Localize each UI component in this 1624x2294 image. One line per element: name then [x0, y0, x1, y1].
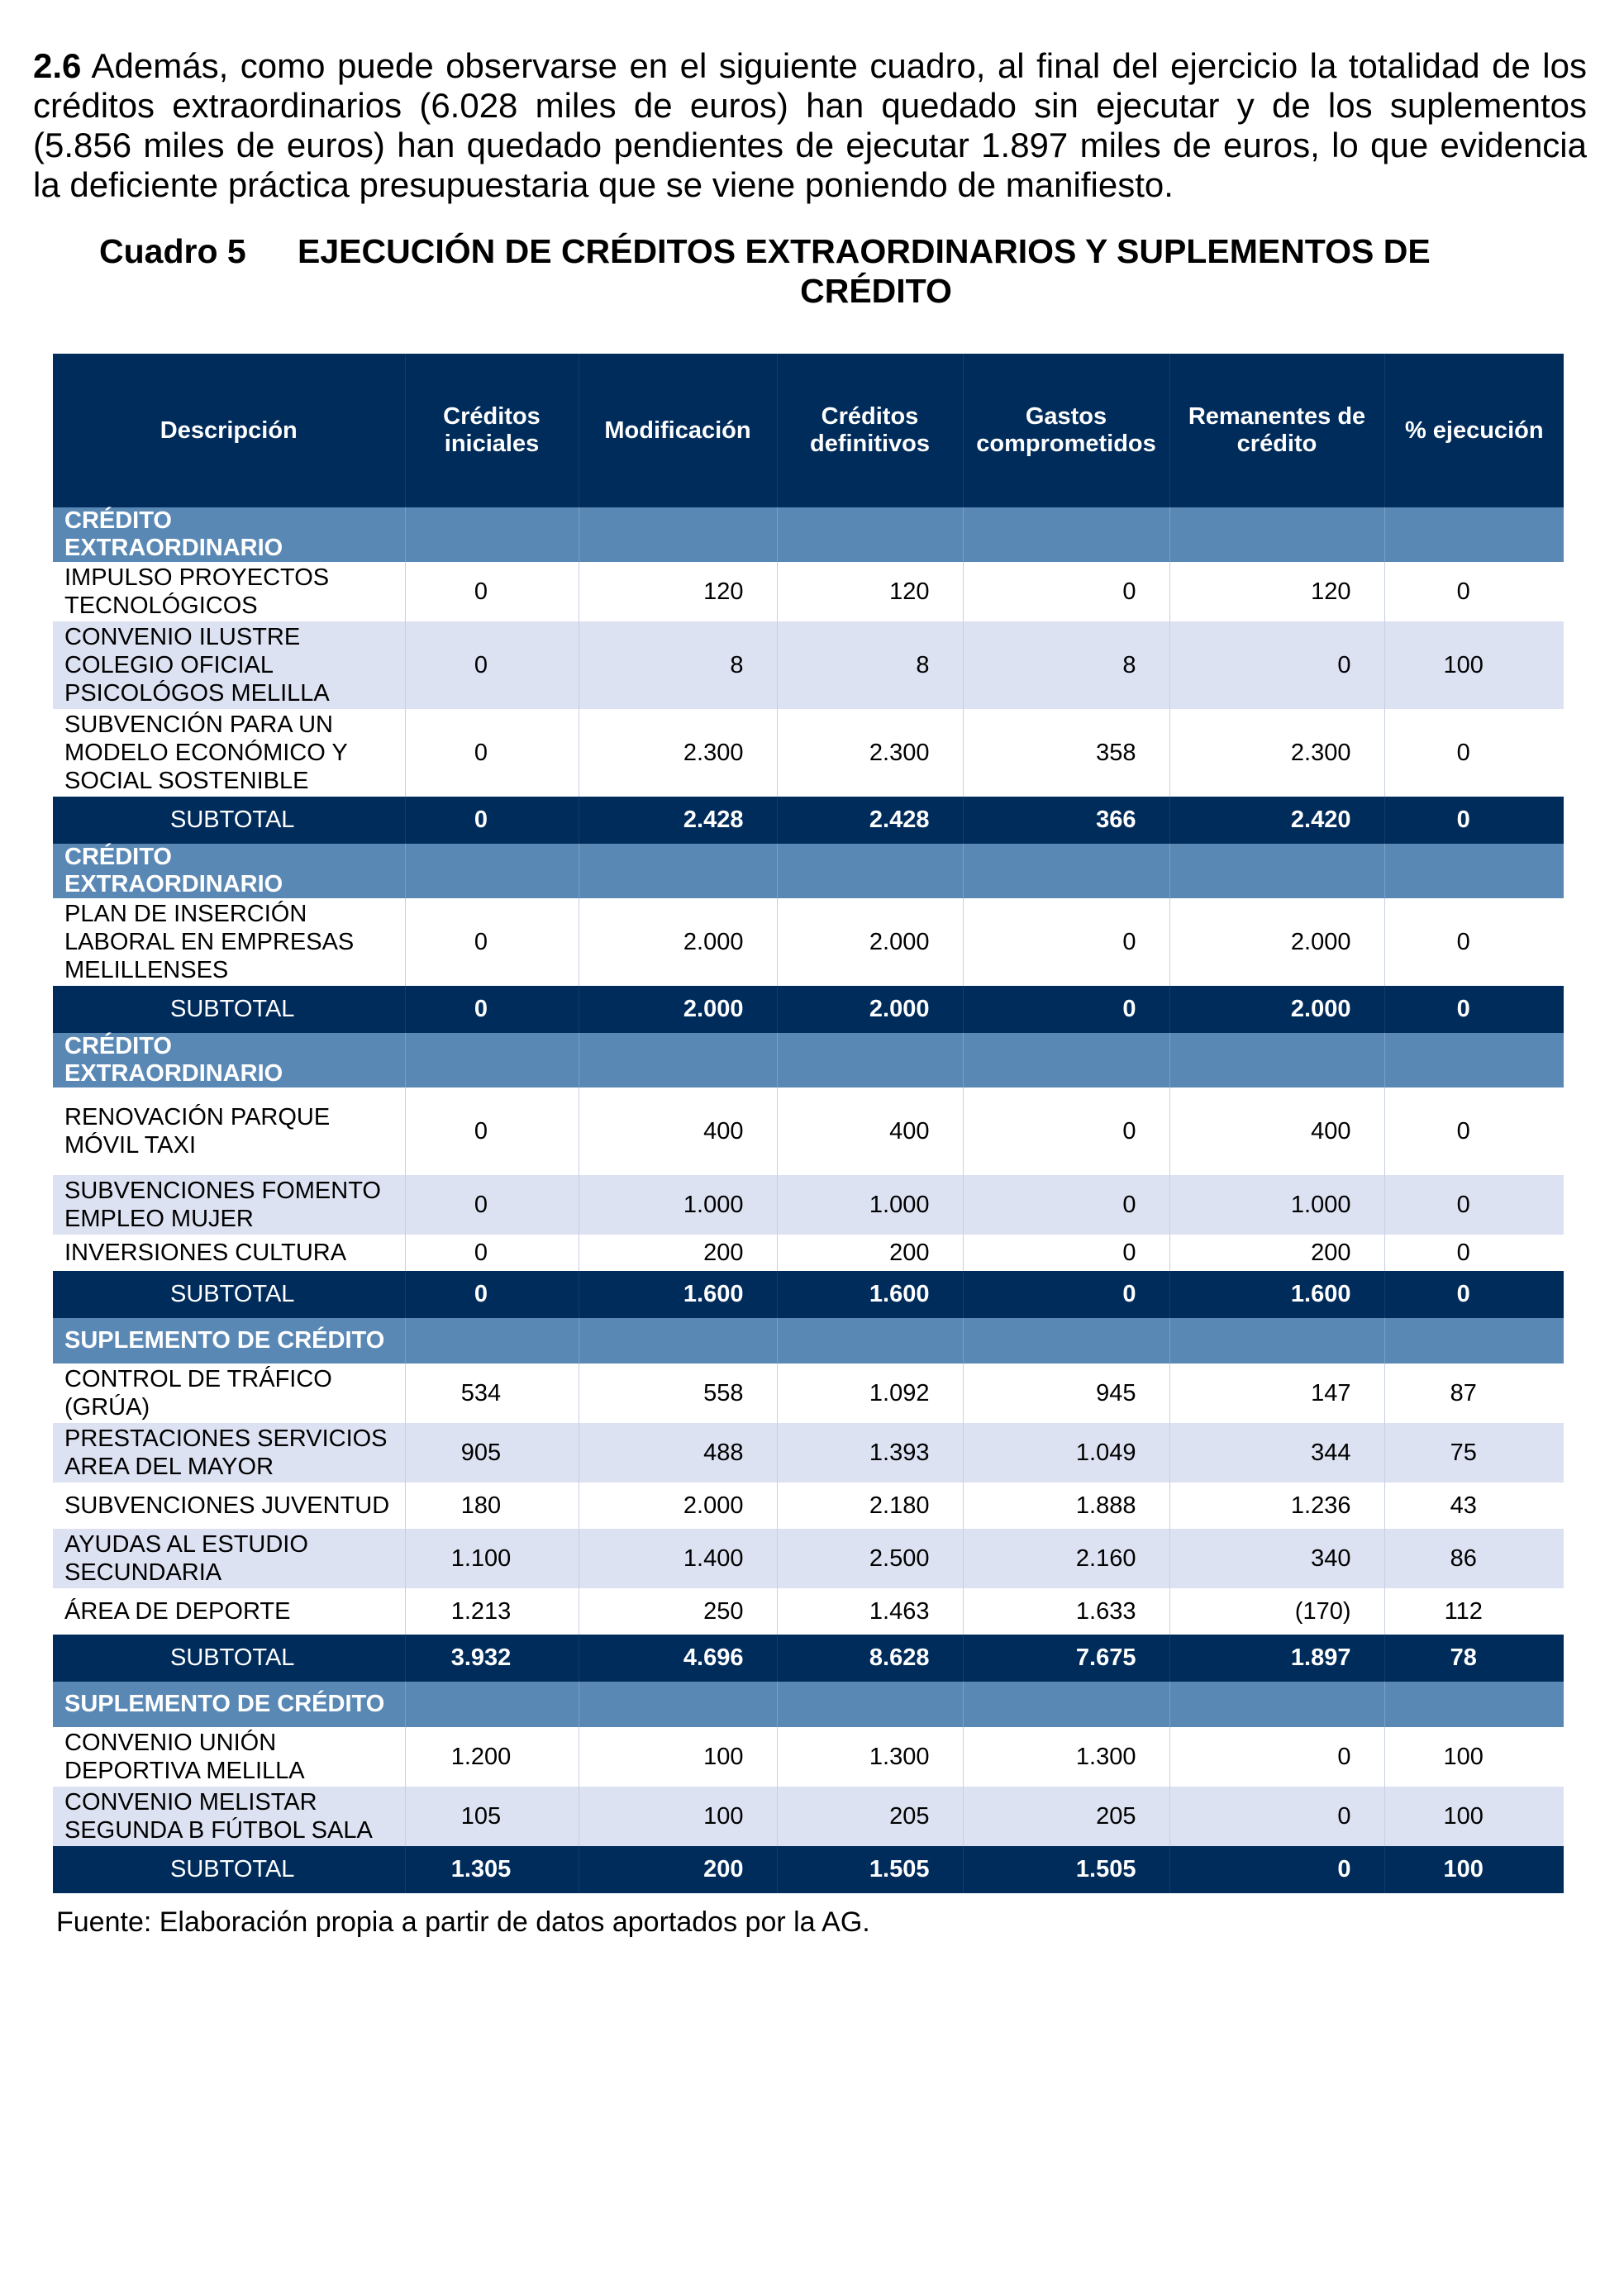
row-value: 0 [405, 1235, 579, 1271]
subtotal-value: 1.600 [1169, 1271, 1384, 1318]
row-value: 0 [405, 1175, 579, 1235]
subtotal-value: 2.428 [777, 797, 963, 844]
group-empty-cell [579, 1033, 777, 1088]
subtotal-row [53, 986, 1564, 1033]
group-empty-cell [405, 1318, 579, 1364]
row-description: PRESTACIONES SERVICIOS AREA DEL MAYOR [53, 1423, 405, 1483]
row-description: INVERSIONES CULTURA [53, 1235, 405, 1271]
group-empty-cell [405, 1033, 579, 1088]
row-value: 358 [963, 709, 1169, 797]
row-value: 1.300 [777, 1727, 963, 1787]
group-empty-cell [1384, 1682, 1564, 1727]
group-empty-cell [405, 507, 579, 562]
subtotal-value: 3.932 [405, 1635, 579, 1682]
group-empty-cell [1384, 507, 1564, 562]
subtotal-value: 1.305 [405, 1846, 579, 1893]
table-row [53, 898, 1564, 986]
row-value: 8 [963, 621, 1169, 709]
subtotal-value: 78 [1384, 1635, 1564, 1682]
row-value: 87 [1450, 1380, 1477, 1406]
row-value: 2.180 [777, 1483, 963, 1529]
group-empty-cell [777, 1318, 963, 1364]
group-title: CRÉDITO EXTRAORDINARIO [53, 507, 405, 562]
subtotal-value: 366 [963, 797, 1169, 844]
row-value: 558 [579, 1364, 777, 1423]
row-value: 8 [579, 621, 777, 709]
row-value: 1.000 [1169, 1175, 1384, 1235]
group-empty-cell [405, 844, 579, 898]
subtotal-row [53, 1271, 1564, 1318]
subtotal-value: 0 [1384, 986, 1564, 1033]
group-empty-cell [963, 507, 1169, 562]
subtotal-value: 0 [1384, 1271, 1564, 1318]
paragraph-text: Además, como puede observarse en el siguiente cuadro, al final del ejercicio la totalidad de los créditos extraordinarios (6.028 miles de euros) han quedado sin ejecutar y de los suplementos (5.856 miles de euros) han quedado pendientes de ejecutar 1.897 miles de euros, lo que evidencia la deficiente práctica presupuestaria que se viene poniendo de manifiesto. [33, 46, 1587, 204]
row-value: 0 [405, 898, 579, 986]
row-value: 100 [579, 1787, 777, 1846]
row-value: 1.100 [405, 1529, 579, 1588]
subtotal-value: 0 [963, 986, 1169, 1033]
row-value: 0 [1456, 929, 1470, 955]
subtotal-value: 7.675 [963, 1635, 1169, 1682]
row-description: SUBVENCIONES JUVENTUD [53, 1483, 405, 1529]
row-description: CONVENIO UNIÓN DEPORTIVA MELILLA [53, 1727, 405, 1787]
subtotal-row [53, 797, 1564, 844]
group-empty-cell [777, 507, 963, 562]
row-value: 2.000 [579, 898, 777, 986]
row-value: 1.000 [579, 1175, 777, 1235]
group-empty-cell [963, 1682, 1169, 1727]
subtotal-label: SUBTOTAL [53, 1271, 405, 1318]
row-value: 2.300 [1169, 709, 1384, 797]
row-value: 905 [405, 1423, 579, 1483]
subtotal-value: 0 [405, 986, 579, 1033]
table-row [53, 621, 1564, 709]
row-value: 2.500 [777, 1529, 963, 1588]
table-row [53, 1529, 1564, 1588]
subtotal-label: SUBTOTAL [53, 1635, 405, 1682]
group-title: SUPLEMENTO DE CRÉDITO [53, 1682, 405, 1727]
table-row [53, 1235, 1564, 1271]
table-row [53, 1088, 1564, 1175]
table-row [53, 1175, 1564, 1235]
group-title: CRÉDITO EXTRAORDINARIO [53, 1033, 405, 1088]
subtotal-value: 1.505 [963, 1846, 1169, 1893]
group-empty-cell [579, 1682, 777, 1727]
row-description: ÁREA DE DEPORTE [53, 1588, 405, 1635]
header-creditos-iniciales: Créditos iniciales [405, 354, 579, 507]
caption-label: Cuadro 5 [99, 232, 246, 270]
caption-title-line1: EJECUCIÓN DE CRÉDITOS EXTRAORDINARIOS Y SUPLEMENTOS DE [298, 232, 1431, 270]
row-value: 0 [963, 898, 1169, 986]
subtotal-value: 2.000 [1169, 986, 1384, 1033]
subtotal-value: 4.696 [579, 1635, 777, 1682]
row-value: 100 [1384, 621, 1564, 709]
table-row [53, 562, 1564, 621]
row-description: RENOVACIÓN PARQUE MÓVIL TAXI [53, 1088, 405, 1175]
group-empty-cell [777, 1033, 963, 1088]
row-value: 1.200 [405, 1727, 579, 1787]
row-value: 120 [1169, 562, 1384, 621]
row-description: SUBVENCIÓN PARA UN MODELO ECONÓMICO Y SOCIAL SOSTENIBLE [53, 709, 405, 797]
group-header-row [53, 1318, 1564, 1364]
subtotal-value: 1.505 [777, 1846, 963, 1893]
group-empty-cell [1384, 1318, 1564, 1364]
subtotal-value: 2.428 [579, 797, 777, 844]
subtotal-label: SUBTOTAL [53, 1846, 405, 1893]
subtotal-value: 1.600 [777, 1271, 963, 1318]
table-row [53, 1727, 1564, 1787]
row-value: 2.000 [777, 898, 963, 986]
group-empty-cell [579, 1318, 777, 1364]
group-title: SUPLEMENTO DE CRÉDITO [53, 1318, 405, 1364]
row-value: 0 [405, 562, 579, 621]
row-description: SUBVENCIONES FOMENTO EMPLEO MUJER [53, 1175, 405, 1235]
row-value: 75 [1384, 1423, 1564, 1483]
row-value: 1.888 [963, 1483, 1169, 1529]
group-empty-cell [579, 844, 777, 898]
row-value: 205 [963, 1787, 1169, 1846]
row-value: 0 [405, 621, 579, 709]
source-note: Fuente: Elaboración propia a partir de datos aportados por la AG. [56, 1906, 870, 1938]
group-empty-cell [777, 844, 963, 898]
subtotal-label: SUBTOTAL [53, 986, 405, 1033]
group-empty-cell [405, 1682, 579, 1727]
table-row [53, 1588, 1564, 1635]
row-value: 400 [1169, 1088, 1384, 1175]
row-value: 0 [963, 1175, 1169, 1235]
row-value: 2.000 [1169, 898, 1384, 986]
group-empty-cell [1169, 1682, 1384, 1727]
row-value: 1.092 [777, 1364, 963, 1423]
group-empty-cell [963, 844, 1169, 898]
header-descripcion: Descripción [53, 354, 405, 507]
row-value: 120 [579, 562, 777, 621]
row-value: 0 [963, 562, 1169, 621]
subtotal-value: 8.628 [777, 1635, 963, 1682]
row-value: 0 [405, 1088, 579, 1175]
subtotal-value: 100 [1384, 1846, 1564, 1893]
subtotal-value: 0 [1169, 1846, 1384, 1893]
row-description: IMPULSO PROYECTOS TECNOLÓGICOS [53, 562, 405, 621]
row-description: CONVENIO MELISTAR SEGUNDA B FÚTBOL SALA [53, 1787, 405, 1846]
row-value: 0 [1456, 578, 1470, 605]
subtotal-row [53, 1846, 1564, 1893]
subtotal-value: 0 [405, 797, 579, 844]
row-value: 1.000 [777, 1175, 963, 1235]
group-empty-cell [777, 1682, 963, 1727]
row-value: 8 [777, 621, 963, 709]
row-value: 1.049 [963, 1423, 1169, 1483]
row-value: 1.633 [963, 1588, 1169, 1635]
subtotal-value: 0 [405, 1271, 579, 1318]
subtotal-value: 2.000 [579, 986, 777, 1033]
row-value: 0 [1456, 740, 1470, 766]
row-value: 488 [579, 1423, 777, 1483]
row-value: 43 [1450, 1492, 1477, 1519]
table-row [53, 1483, 1564, 1529]
row-value: 0 [1169, 621, 1384, 709]
row-value: 2.160 [963, 1529, 1169, 1588]
header-gastos-comprometidos: Gastos comprometidos [963, 354, 1169, 507]
row-value: 400 [579, 1088, 777, 1175]
row-value: 2.000 [579, 1483, 777, 1529]
paragraph-number: 2.6 [33, 46, 82, 85]
row-value: 100 [1384, 1787, 1564, 1846]
row-value: 100 [1443, 1744, 1484, 1770]
row-value: 200 [777, 1235, 963, 1271]
row-value: 1.463 [777, 1588, 963, 1635]
row-value: 120 [777, 562, 963, 621]
row-value: 205 [777, 1787, 963, 1846]
row-value: 1.393 [777, 1423, 963, 1483]
row-value: 105 [405, 1787, 579, 1846]
row-value: 86 [1384, 1529, 1564, 1588]
group-empty-cell [579, 507, 777, 562]
row-value: (170) [1169, 1588, 1384, 1635]
header-creditos-definitivos: Créditos definitivos [777, 354, 963, 507]
subtotal-value: 1.600 [579, 1271, 777, 1318]
row-description: CONVENIO ILUSTRE COLEGIO OFICIAL PSICOLÓGOS MELILLA [53, 621, 405, 709]
table-header-row [53, 354, 1564, 507]
group-empty-cell [963, 1318, 1169, 1364]
header-ejecucion: % ejecución [1384, 354, 1564, 507]
row-value: 400 [777, 1088, 963, 1175]
subtotal-value: 0 [1384, 797, 1564, 844]
group-header-row [53, 844, 1564, 898]
caption-title-line2: CRÉDITO [800, 272, 952, 310]
row-value: 945 [963, 1364, 1169, 1423]
row-value: 0 [1456, 1118, 1470, 1145]
subtotal-row [53, 1635, 1564, 1682]
row-description: CONTROL DE TRÁFICO (GRÚA) [53, 1364, 405, 1423]
header-modificacion: Modificación [579, 354, 777, 507]
group-title: CRÉDITO EXTRAORDINARIO [53, 844, 405, 898]
row-value: 112 [1444, 1598, 1483, 1625]
row-value: 1.236 [1169, 1483, 1384, 1529]
subtotal-value: 1.897 [1169, 1635, 1384, 1682]
row-description: PLAN DE INSERCIÓN LABORAL EN EMPRESAS MELILLENSES [53, 898, 405, 986]
table-body [53, 507, 1564, 1893]
table-row [53, 709, 1564, 797]
table-row [53, 1364, 1564, 1423]
subtotal-label: SUBTOTAL [53, 797, 405, 844]
row-value: 0 [1384, 1175, 1564, 1235]
group-empty-cell [1169, 1318, 1384, 1364]
caption-title [99, 231, 1537, 311]
row-value: 2.300 [579, 709, 777, 797]
group-header-row [53, 1033, 1564, 1088]
row-value: 1.300 [963, 1727, 1169, 1787]
row-description: AYUDAS AL ESTUDIO SECUNDARIA [53, 1529, 405, 1588]
subtotal-value: 0 [963, 1271, 1169, 1318]
row-value: 0 [963, 1235, 1169, 1271]
row-value: 180 [405, 1483, 579, 1529]
subtotal-value: 200 [579, 1846, 777, 1893]
execution-table [53, 354, 1564, 1893]
row-value: 100 [579, 1727, 777, 1787]
group-header-row [53, 507, 1564, 562]
row-value: 344 [1169, 1423, 1384, 1483]
row-value: 2.300 [777, 709, 963, 797]
row-value: 0 [963, 1088, 1169, 1175]
header-remanentes: Remanentes de crédito [1169, 354, 1384, 507]
intro-paragraph [33, 46, 1587, 205]
row-value: 0 [1169, 1787, 1384, 1846]
subtotal-value: 2.000 [777, 986, 963, 1033]
table-row [53, 1423, 1564, 1483]
row-value: 200 [579, 1235, 777, 1271]
row-value: 534 [405, 1364, 579, 1423]
row-value: 340 [1169, 1529, 1384, 1588]
row-value: 250 [579, 1588, 777, 1635]
group-empty-cell [1169, 507, 1384, 562]
row-value: 1.400 [579, 1529, 777, 1588]
group-empty-cell [1169, 1033, 1384, 1088]
group-empty-cell [963, 1033, 1169, 1088]
row-value: 0 [1169, 1727, 1384, 1787]
row-value: 0 [1456, 1240, 1470, 1266]
table-row [53, 1787, 1564, 1846]
group-header-row [53, 1682, 1564, 1727]
group-empty-cell [1169, 844, 1384, 898]
row-value: 0 [405, 709, 579, 797]
subtotal-value: 2.420 [1169, 797, 1384, 844]
row-value: 200 [1169, 1235, 1384, 1271]
row-value: 147 [1169, 1364, 1384, 1423]
row-value: 1.213 [405, 1588, 579, 1635]
group-empty-cell [1384, 844, 1564, 898]
group-empty-cell [1384, 1033, 1564, 1088]
